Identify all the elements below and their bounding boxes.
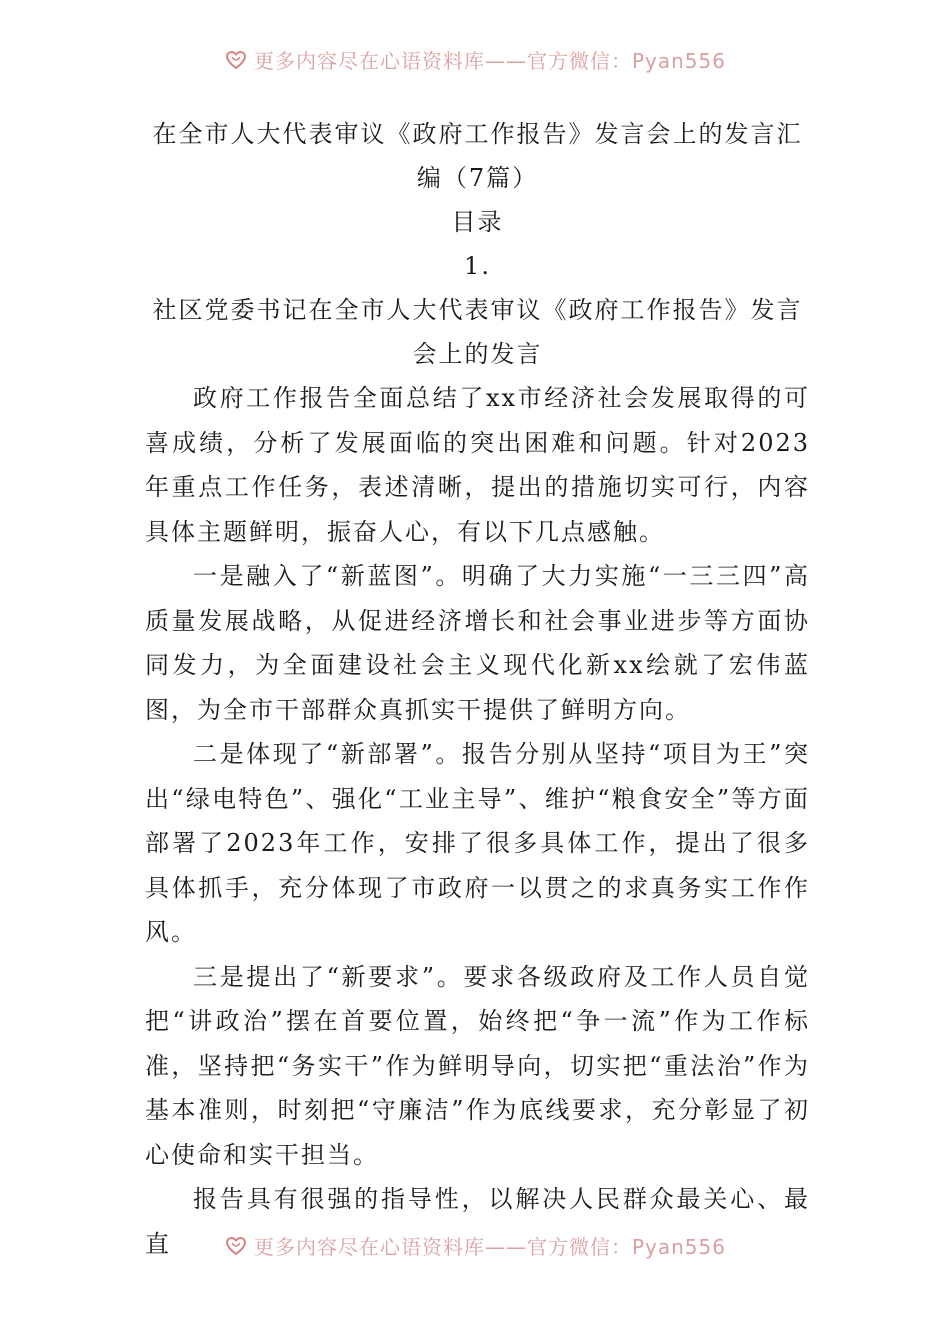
toc-item-number: 1.: [464, 252, 491, 280]
watermark-text: 更多内容尽在心语资料库——官方微信：Pyan556: [253, 48, 726, 73]
heart-logo-icon: [224, 47, 248, 71]
paragraph: 报告具有很强的指导性，以解决人民群众最关心、最直: [145, 1185, 810, 1258]
heart-logo-icon: [224, 1233, 248, 1257]
document-title: 在全市人大代表审议《政府工作报告》发言会上的发言汇编（7篇）: [152, 120, 803, 192]
paragraph: 政府工作报告全面总结了xx市经济社会发展取得的可喜成绩，分析了发展面临的突出困难和问题。针对2023年重点工作任务，表述清晰，提出的措施切实可行，内容具体主题鲜明，振奋人心，有以下几点感触。: [145, 384, 810, 546]
document-body: [145, 112, 810, 1266]
watermark-header: [0, 44, 950, 74]
paragraph: 二是体现了“新部署”。报告分别从坚持“项目为王”突出“绿电特色”、强化“工业主导”、维护“粮食安全”等方面部署了2023年工作，安排了很多具体工作，提出了很多具体抓手，充分体现了市政府一以贯之的求真务实工作作风。: [145, 740, 810, 946]
toc-heading: 目录: [451, 208, 504, 236]
paragraph: 三是提出了“新要求”。要求各级政府及工作人员自觉把“讲政治”摆在首要位置，始终把“争一流”作为工作标准，坚持把“务实干”作为鲜明导向，切实把“重法治”作为基本准则，时刻把“守廉洁”作为底线要求，充分彰显了初心使命和实干担当。: [145, 962, 810, 1169]
watermark-text: 更多内容尽在心语资料库——官方微信：Pyan556: [253, 1234, 726, 1259]
watermark-footer: [0, 1230, 950, 1260]
toc-item-title: 社区党委书记在全市人大代表审议《政府工作报告》发言会上的发言: [152, 296, 803, 368]
paragraph: 一是融入了“新蓝图”。明确了大力实施“一三三四”高质量发展战略，从促进经济增长和社会事业进步等方面协同发力，为全面建设社会主义现代化新xx绘就了宏伟蓝图，为全市干部群众真抓实干提供了鲜明方向。: [145, 562, 810, 724]
